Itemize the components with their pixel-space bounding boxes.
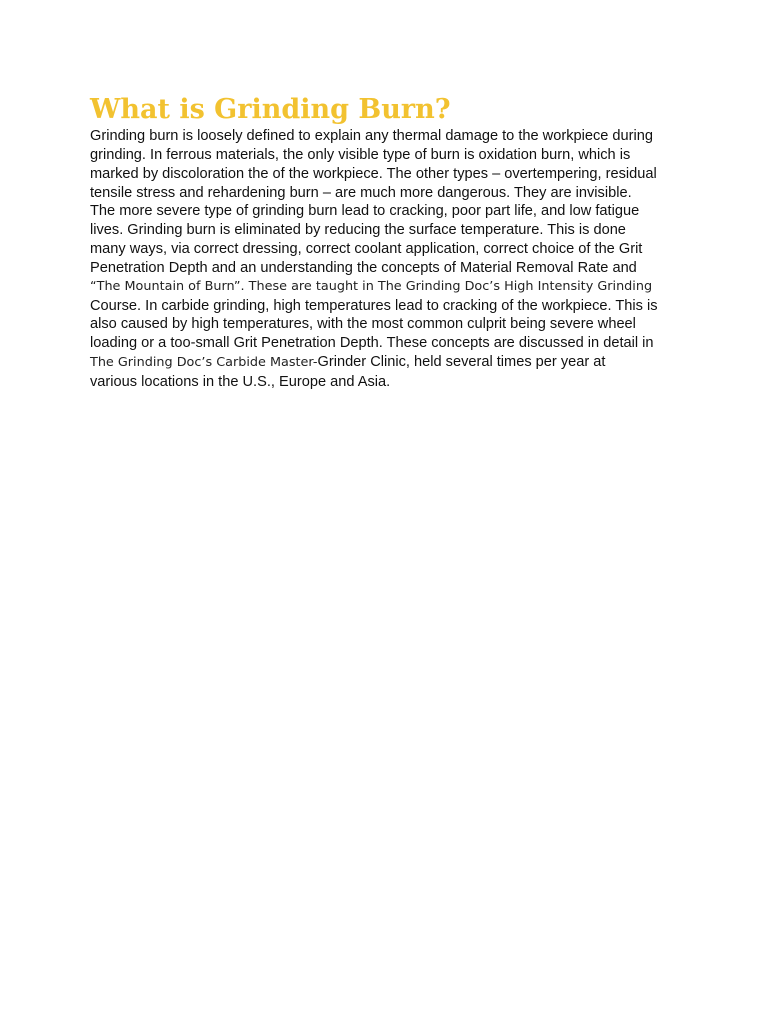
paragraph-line: The more severe type of grinding burn lead to cracking, poor part life, and low fatigue — [90, 203, 640, 220]
paragraph-line: marked by discoloration the of the workpiece. The other types – overtempering, residual — [90, 165, 657, 182]
body-paragraph — [90, 127, 690, 392]
page-title: What is Grinding Burn? — [90, 94, 451, 125]
paragraph-line: grinding. In ferrous materials, the only visible type of burn is oxidation burn, which is — [90, 146, 631, 163]
paragraph-line: also caused by high temperatures, with the most common culprit being severe wheel — [90, 316, 636, 333]
paragraph-line: lives. Grinding burn is eliminated by reducing the surface temperature. This is done — [90, 222, 626, 239]
paragraph-line: “The Mountain of Burn”. These are taught in The Grinding Doc’s High Intensity Grinding — [90, 278, 653, 294]
paragraph-line: many ways, via correct dressing, correct coolant application, correct choice of the Grit — [90, 241, 643, 258]
paragraph-line: loading or a too-small Grit Penetration Depth. These concepts are discussed in detail in — [90, 335, 654, 352]
paragraph-line — [90, 353, 690, 373]
clinic-details-text: Grinder Clinic, held several times per year at — [317, 354, 606, 371]
clinic-name-text: The Grinding Doc’s Carbide Master- — [90, 355, 318, 371]
paragraph-line: Course. In carbide grinding, high temperatures lead to cracking of the workpiece. This is — [90, 297, 658, 314]
paragraph-line: various locations in the U.S., Europe and Asia. — [90, 373, 391, 390]
paragraph-line: Penetration Depth and an understanding the concepts of Material Removal Rate and — [90, 259, 637, 276]
paragraph-line: tensile stress and rehardening burn – are much more dangerous. They are invisible. — [90, 184, 632, 201]
paragraph-line: Grinding burn is loosely defined to explain any thermal damage to the workpiece during — [90, 128, 653, 144]
